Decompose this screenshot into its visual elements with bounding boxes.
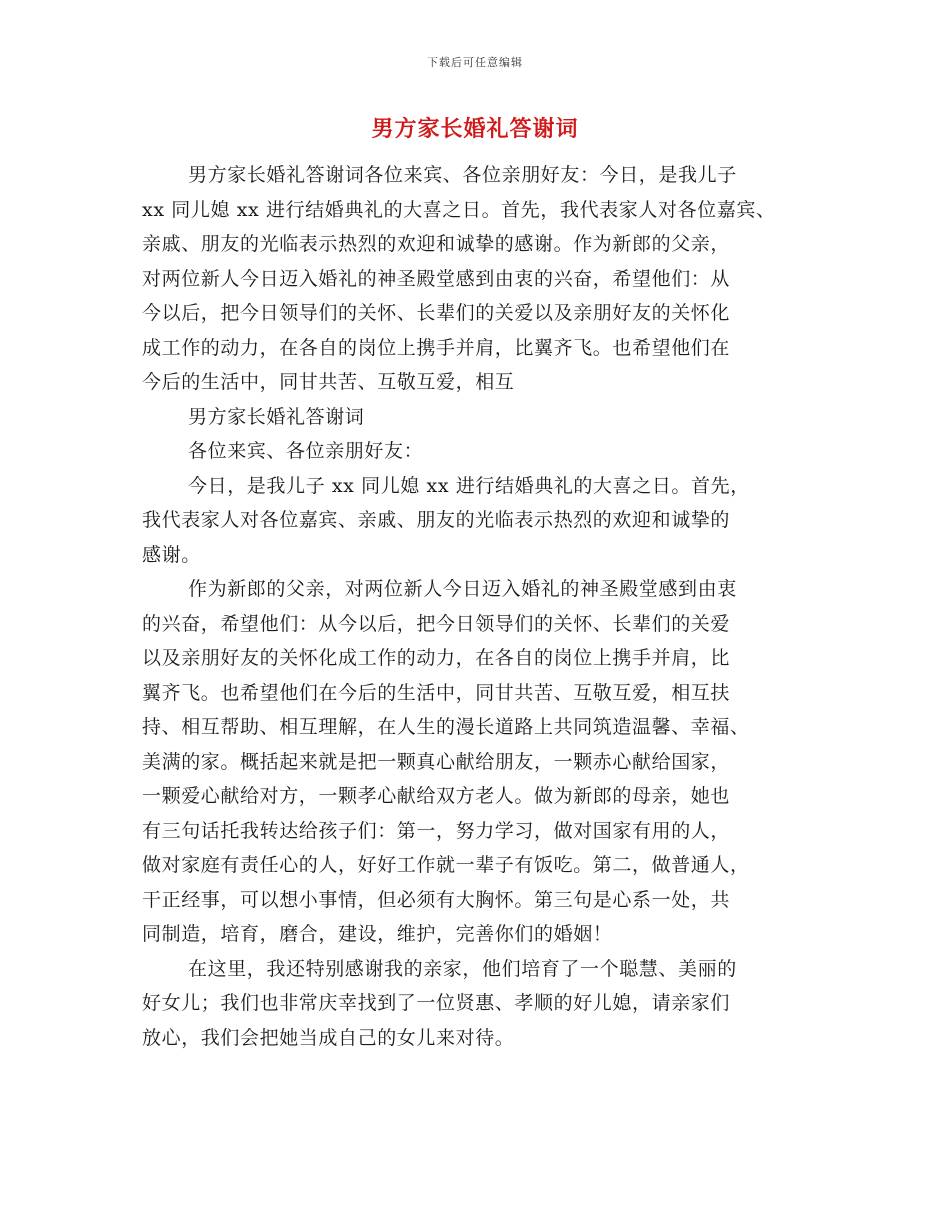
text-line: 对两位新人今日迈入婚礼的神圣殿堂感到由衷的兴奋，希望他们：从 xyxy=(142,267,731,290)
text-line: 亲戚、朋友的光临表示热烈的欢迎和诚挚的感谢。作为新郎的父亲， xyxy=(142,233,731,255)
text-line: 持、相互帮助、相互理解，在人生的漫长道路上共同筑造温馨、幸福、 xyxy=(142,716,750,738)
text-line: 美满的家。概括起来就是把一颗真心献给朋友，一颗赤心献给国家， xyxy=(142,750,731,773)
text-line: 翼齐飞。也希望他们在今后的生活中，同甘共苦、互敬互爱，相互扶 xyxy=(142,681,731,704)
text-line: 好女儿；我们也非常庆幸找到了一位贤惠、孝顺的好儿媳，请亲家们 xyxy=(142,992,731,1014)
document-body xyxy=(142,158,820,1055)
text-line: 做对家庭有责任心的人，好好工作就一辈子有饭吃。第二，做普通人， xyxy=(142,854,750,876)
text-line: 同制造，培育，磨合，建设，维护，完善你们的婚姻！ xyxy=(142,923,613,945)
text-line: 今以后，把今日领导们的关怀、长辈们的关爱以及亲朋好友的关怀化 xyxy=(142,302,731,324)
text-line: 以及亲朋好友的关怀化成工作的动力，在各自的岗位上携手并肩，比 xyxy=(142,647,731,669)
text-line: 感谢。 xyxy=(142,543,201,566)
header-note: 下载后可任意编辑 xyxy=(427,56,523,69)
document-title: 男方家长婚礼答谢词 xyxy=(371,116,579,142)
text-line: 今后的生活中，同甘共苦、互敬互爱，相互 xyxy=(142,371,515,393)
text-line: 男方家长婚礼答谢词 xyxy=(188,405,365,428)
text-line: 男方家长婚礼答谢词各位来宾、各位亲朋好友：今日，是我儿子 xyxy=(188,164,737,186)
text-line: 放心，我们会把她当成自己的女儿来对待。 xyxy=(142,1026,515,1049)
text-line: 各位来宾、各位亲朋好友： xyxy=(188,440,424,462)
text-line: 的兴奋，希望他们：从今以后，把今日领导们的关怀、长辈们的关爱 xyxy=(142,612,731,635)
text-line: 一颗爱心献给对方，一颗孝心献给双方老人。做为新郎的母亲，她也 xyxy=(142,785,731,807)
text-line: 今日，是我儿子 xx 同儿媳 xx 进行结婚典礼的大喜之日。首先， xyxy=(188,474,750,497)
text-line: 作为新郎的父亲，对两位新人今日迈入婚礼的神圣殿堂感到由衷 xyxy=(188,578,737,600)
text-line: 在这里，我还特别感谢我的亲家，他们培育了一个聪慧、美丽的 xyxy=(188,957,737,980)
text-line: 成工作的动力，在各自的岗位上携手并肩，比翼齐飞。也希望他们在 xyxy=(142,336,731,359)
text-line: xx 同儿媳 xx 进行结婚典礼的大喜之日。首先，我代表家人对各位嘉宾、 xyxy=(142,198,776,221)
text-line: 干正经事，可以想小事情，但必须有大胸怀。第三句是心系一处，共 xyxy=(142,888,731,911)
text-line: 我代表家人对各位嘉宾、亲戚、朋友的光临表示热烈的欢迎和诚挚的 xyxy=(142,509,731,531)
text-line: 有三句话托我转达给孩子们：第一，努力学习，做对国家有用的人， xyxy=(142,819,731,842)
